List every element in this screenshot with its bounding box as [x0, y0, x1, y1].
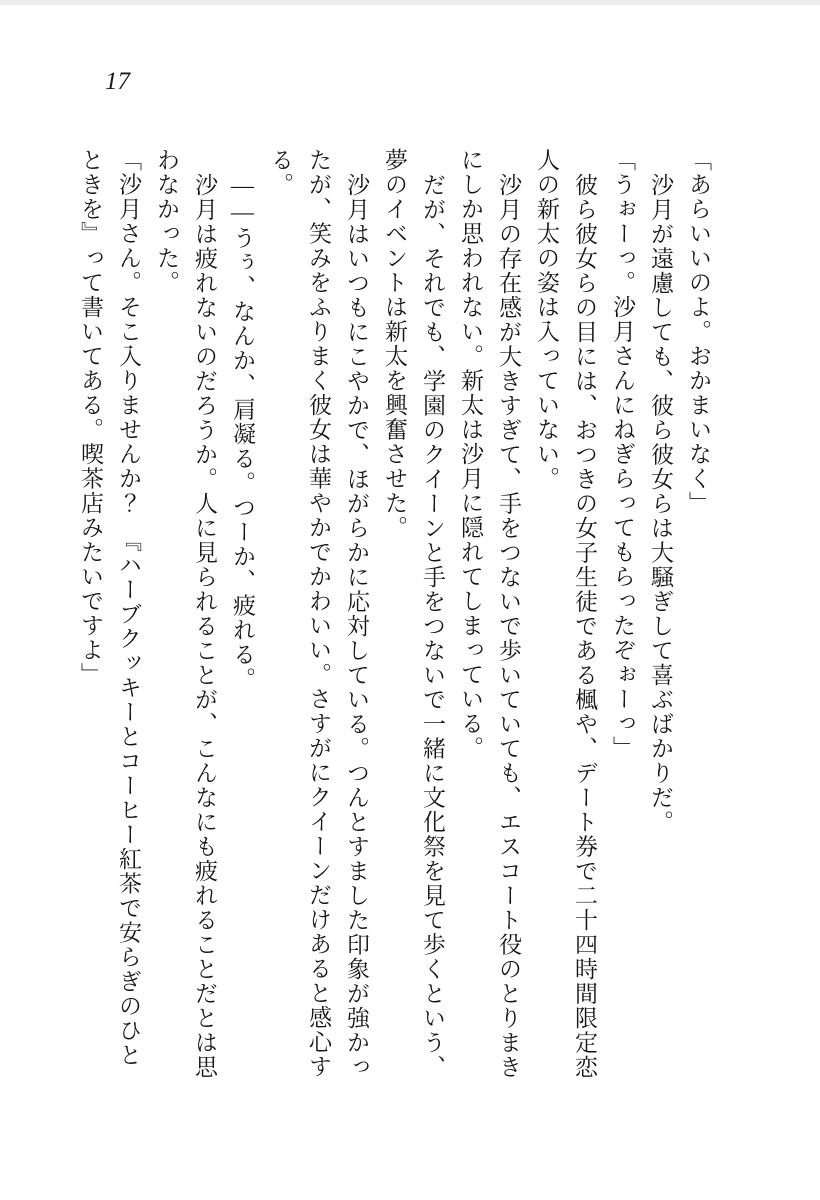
- text-line: 夢のイベントは新太を興奮させた。: [382, 148, 407, 540]
- text-line: だが、それでも、学園のクイーンと手をつないで一緒に文化祭を見て歩くという、: [420, 172, 445, 1079]
- text-line: 沙月はいつもにこやかで、ほがらかに応対している。つんとすました印象が強かっ: [344, 172, 369, 1079]
- text-line: たが、笑みをふりまく彼女は華やかでかわいい。さすがにクイーンだけあると感心す: [306, 148, 331, 1079]
- text-line: 「沙月さん。そこ入りませんか？ 『ハーブクッキーとコーヒー紅茶で安らぎのひと: [116, 148, 141, 1068]
- text-line: 沙月が遠慮しても、彼ら彼女らは大騒ぎして喜ぶばかりだ。: [648, 172, 673, 834]
- text-line: にしか思われない。新太は沙月に隠れてしまっている。: [458, 148, 483, 761]
- text-line: 沙月の存在感が大きすぎて、手をつないで歩いていても、エスコート役のとりまき: [496, 172, 521, 1079]
- text-line: 人の新太の姿は入っていない。: [534, 148, 559, 491]
- text-line: わなかった。: [154, 148, 179, 295]
- vertical-text-block: [71, 148, 717, 1088]
- text-line: ――うぅ、なんか、肩凝る。つーか、疲れる。: [230, 172, 255, 691]
- text-line: 「うぉーっ。沙月さんにねぎらってもらったぞぉーっ」: [610, 148, 635, 761]
- text-line: 沙月は疲れないのだろうか。人に見られることが、こんなにも疲れることだとは思: [192, 172, 217, 1079]
- text-line: 彼ら彼女らの目には、おつきの女子生徒である楓や、デート券で二十四時間限定恋: [572, 172, 597, 1079]
- text-line: ときを』って書いてある。喫茶店みたいですよ」: [78, 148, 103, 687]
- text-line: る。: [268, 148, 293, 197]
- text-line: 「あらいいのよ。おかまいなく」: [686, 148, 711, 516]
- page-number: 17: [105, 68, 130, 95]
